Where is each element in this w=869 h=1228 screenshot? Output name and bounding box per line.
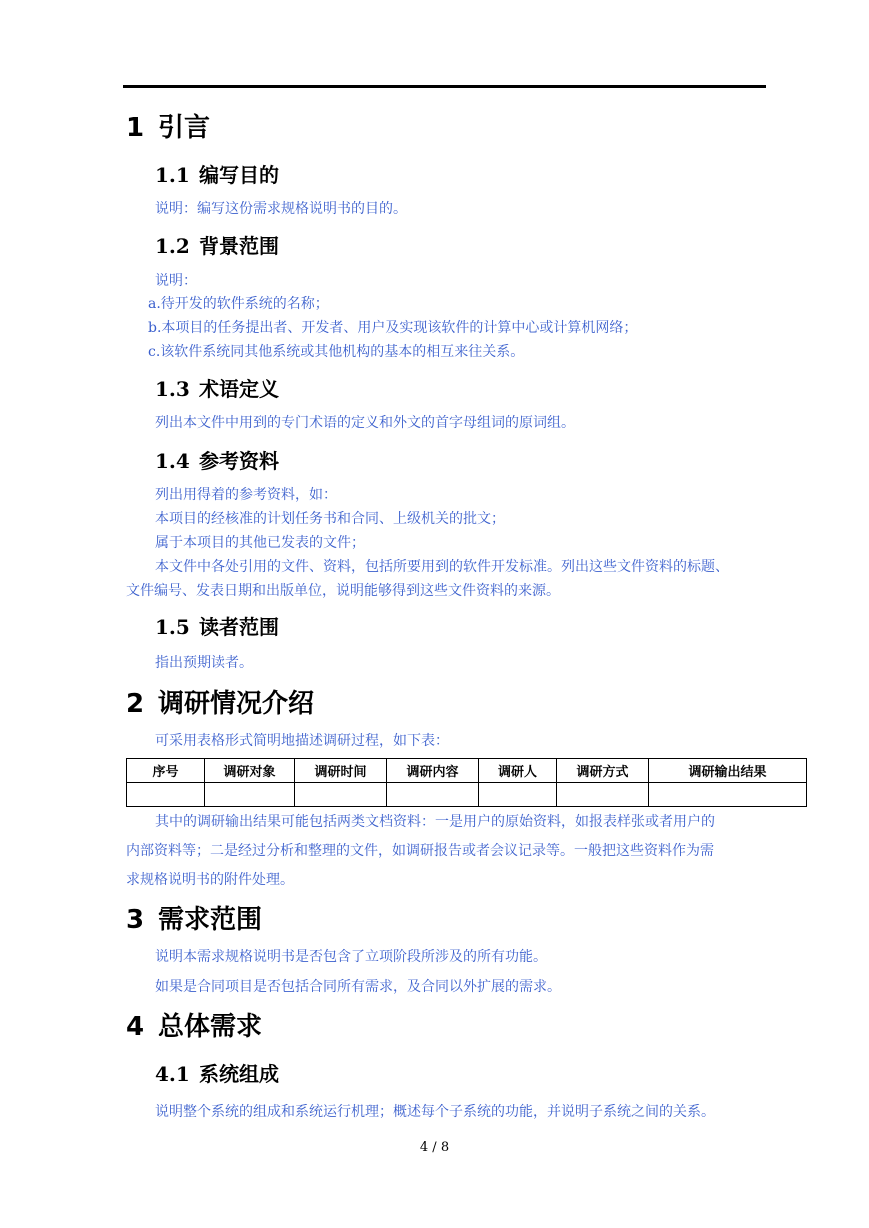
table-header-cell: 调研输出结果 <box>649 759 807 783</box>
paragraph-line: 其中的调研输出结果可能包括两类文档资料：一是用户的原始资料，如报表样张或者用户的 <box>155 814 715 830</box>
paragraph-line: 属于本项目的其他已发表的文件； <box>155 535 365 551</box>
table-row <box>127 783 807 807</box>
section-heading-1-5: 1.5 读者范围 <box>155 615 279 639</box>
paragraph-line: 说明： <box>155 273 197 289</box>
list-item: a.待开发的软件系统的名称； <box>148 296 329 312</box>
table-cell <box>479 783 557 807</box>
section-heading-1-2: 1.2 背景范围 <box>155 234 279 258</box>
paragraph: 说明整个系统的组成和系统运行机理；概述每个子系统的功能，并说明子系统之间的关系。 <box>155 1104 715 1120</box>
paragraph: 说明：编写这份需求规格说明书的目的。 <box>155 201 407 217</box>
table-header-cell: 调研对象 <box>205 759 295 783</box>
page-number: 4 / 8 <box>419 1140 450 1155</box>
table-header-row <box>127 759 807 783</box>
section-heading-1-1: 1.1 编写目的 <box>155 163 279 187</box>
paragraph-line: 内部资料等；二是经过分析和整理的文件，如调研报告或者会议记录等。一般把这些资料作为需 <box>126 843 714 859</box>
table-header-cell: 调研内容 <box>387 759 479 783</box>
table-header-cell: 调研人 <box>479 759 557 783</box>
section-heading-4: 4 总体需求 <box>126 1012 263 1042</box>
table-cell <box>127 783 205 807</box>
table-cell <box>557 783 649 807</box>
paragraph-line: 本项目的经核准的计划任务书和合同、上级机关的批文； <box>155 511 505 527</box>
header-rule <box>123 85 766 88</box>
paragraph-line: 本文件中各处引用的文件、资料，包括所要用到的软件开发标准。列出这些文件资料的标题、 <box>155 559 729 575</box>
table-cell <box>649 783 807 807</box>
table-cell <box>205 783 295 807</box>
list-item: b.本项目的任务提出者、开发者、用户及实现该软件的计算中心或计算机网络； <box>148 320 638 336</box>
paragraph-line: 文件编号、发表日期和出版单位，说明能够得到这些文件资料的来源。 <box>126 583 560 599</box>
paragraph: 指出预期读者。 <box>155 655 253 671</box>
paragraph-line: 如果是合同项目是否包括合同所有需求，及合同以外扩展的需求。 <box>155 979 561 995</box>
table-header-cell: 调研方式 <box>557 759 649 783</box>
paragraph-line: 说明本需求规格说明书是否包含了立项阶段所涉及的所有功能。 <box>155 949 547 965</box>
section-heading-1-3: 1.3 术语定义 <box>155 377 279 401</box>
table-header-cell: 序号 <box>127 759 205 783</box>
paragraph: 可采用表格形式简明地描述调研过程，如下表： <box>155 733 449 749</box>
table-header-cell: 调研时间 <box>295 759 387 783</box>
table-cell <box>295 783 387 807</box>
section-heading-4-1: 4.1 系统组成 <box>155 1062 279 1086</box>
section-heading-1-4: 1.4 参考资料 <box>155 449 279 473</box>
paragraph: 列出本文件中用到的专门术语的定义和外文的首字母组词的原词组。 <box>155 415 575 431</box>
table-cell <box>387 783 479 807</box>
section-heading-2: 2 调研情况介绍 <box>126 689 315 719</box>
section-heading-3: 3 需求范围 <box>126 905 263 935</box>
survey-table <box>126 758 807 807</box>
paragraph-line: 列出用得着的参考资料，如： <box>155 487 337 503</box>
list-item: c.该软件系统同其他系统或其他机构的基本的相互来往关系。 <box>148 344 525 360</box>
paragraph-line: 求规格说明书的附件处理。 <box>126 872 294 888</box>
section-heading-1: 1 引言 <box>126 113 211 143</box>
